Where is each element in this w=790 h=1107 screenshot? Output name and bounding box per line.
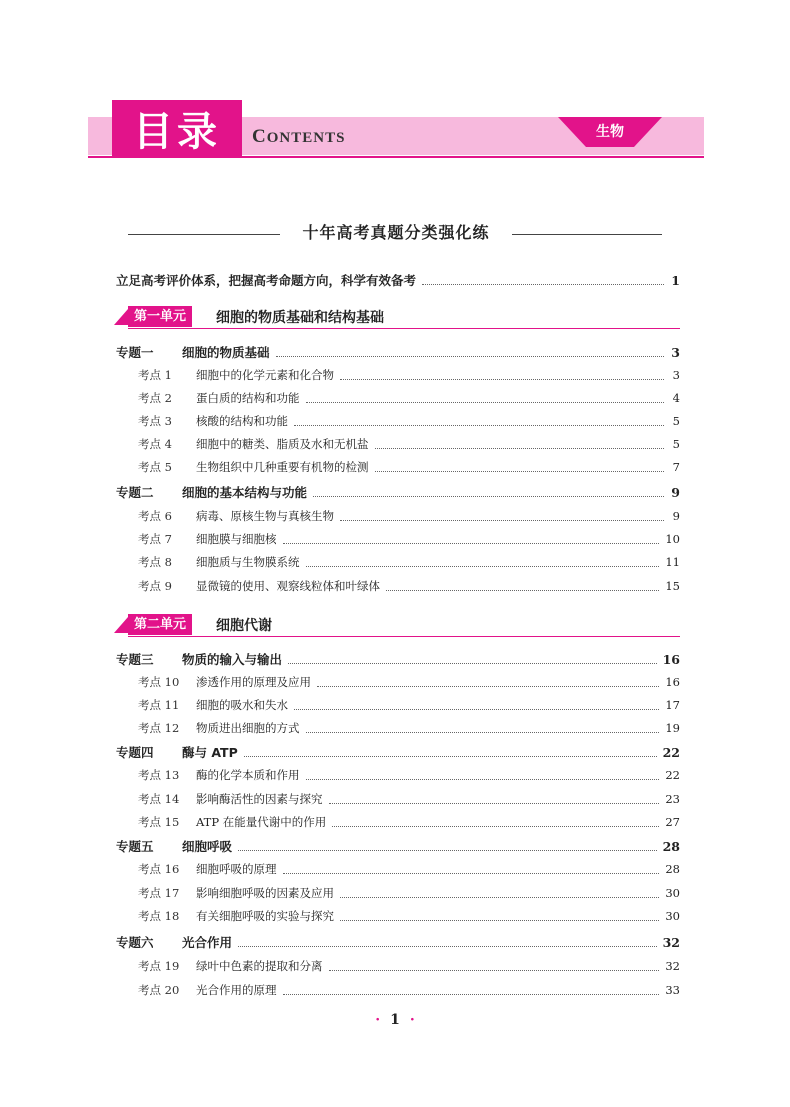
point-title: 光合作用的原理 xyxy=(196,983,277,997)
page-number: 4 xyxy=(672,391,680,405)
toc-point-row[interactable] xyxy=(138,980,680,1000)
toc-topic-row[interactable] xyxy=(116,836,680,856)
unit-title: 细胞代谢 xyxy=(216,618,272,634)
point-title: 细胞的吸水和失水 xyxy=(196,698,288,712)
point-number: 考点 17 xyxy=(138,886,180,900)
page-number: 3 xyxy=(671,344,680,360)
page-number: 30 xyxy=(665,909,680,923)
page-number: 28 xyxy=(665,862,680,876)
unit-arrow-icon xyxy=(114,617,128,633)
leader-dots xyxy=(283,864,660,874)
leader-dots xyxy=(340,888,659,898)
toc-point-row[interactable] xyxy=(138,812,680,832)
unit-arrow-icon xyxy=(114,309,128,325)
unit-title: 细胞的物质基础和结构基础 xyxy=(216,310,384,326)
toc-point-row[interactable] xyxy=(138,718,680,738)
leader-dots xyxy=(317,677,659,687)
point-title: 物质进出细胞的方式 xyxy=(196,721,300,735)
page-number: 32 xyxy=(665,959,680,973)
footer-dot-left: · xyxy=(375,1012,381,1028)
page-number: 9 xyxy=(672,509,680,523)
leader-dots xyxy=(306,723,660,733)
point-number: 考点 13 xyxy=(138,768,180,782)
point-title: 细胞中的糖类、脂质及水和无机盐 xyxy=(196,437,369,451)
point-title: 有关细胞呼吸的实验与探究 xyxy=(196,909,334,923)
toc-topic-row[interactable] xyxy=(116,342,680,362)
point-title: 显微镜的使用、观察线粒体和叶绿体 xyxy=(196,579,380,593)
toc-point-row[interactable] xyxy=(138,576,680,596)
point-number: 考点 10 xyxy=(138,675,180,689)
unit-badge: 第一单元 xyxy=(128,306,192,327)
topic-title: 细胞的基本结构与功能 xyxy=(182,485,308,500)
toc-point-row[interactable] xyxy=(138,765,680,785)
toc-point-row[interactable] xyxy=(138,388,680,408)
point-title: 细胞质与生物膜系统 xyxy=(196,555,300,569)
point-number: 考点 1 xyxy=(138,368,172,382)
point-number: 考点 12 xyxy=(138,721,180,735)
point-title: ATP 在能量代谢中的作用 xyxy=(196,815,327,829)
leader-dots xyxy=(238,937,657,947)
section-rule-left xyxy=(128,234,280,235)
leader-dots xyxy=(283,534,660,544)
topic-title: 光合作用 xyxy=(182,935,233,950)
point-number: 考点 19 xyxy=(138,959,180,973)
point-number: 考点 8 xyxy=(138,555,172,569)
point-number: 考点 4 xyxy=(138,437,172,451)
point-number: 考点 3 xyxy=(138,414,172,428)
topic-title: 细胞呼吸 xyxy=(182,839,233,854)
point-number: 考点 7 xyxy=(138,532,172,546)
point-title: 细胞中的化学元素和化合物 xyxy=(196,368,334,382)
leader-dots xyxy=(386,581,659,591)
point-number: 考点 20 xyxy=(138,983,180,997)
subject-label: 生物 xyxy=(596,124,624,140)
toc-intro-row[interactable] xyxy=(116,270,680,290)
footer-page-number: 1 xyxy=(390,1012,400,1028)
page-number: 23 xyxy=(665,792,680,806)
leader-dots xyxy=(375,439,665,449)
page-number: 16 xyxy=(662,651,680,667)
toc-intro-label: 立足高考评价体系，把握高考命题方向，科学有效备考 xyxy=(116,273,417,288)
point-number: 考点 11 xyxy=(138,698,180,712)
page-number: 17 xyxy=(665,698,680,712)
point-title: 细胞呼吸的原理 xyxy=(196,862,277,876)
leader-dots xyxy=(288,654,657,664)
leader-dots xyxy=(340,370,664,380)
page-number: 7 xyxy=(672,460,680,474)
leader-dots xyxy=(276,347,664,357)
point-title: 绿叶中色素的提取和分离 xyxy=(196,959,323,973)
page-number: 5 xyxy=(672,437,680,451)
toc-point-row[interactable] xyxy=(138,859,680,879)
point-number: 考点 15 xyxy=(138,815,180,829)
contents-initial: C xyxy=(252,126,267,147)
page-number: 11 xyxy=(665,555,680,569)
point-number: 考点 9 xyxy=(138,579,172,593)
leader-dots xyxy=(313,487,664,497)
toc-point-row[interactable] xyxy=(138,365,680,385)
page-number: 16 xyxy=(665,675,680,689)
leader-dots xyxy=(329,961,660,971)
unit-header xyxy=(114,304,680,330)
toc-point-row[interactable] xyxy=(138,906,680,926)
leader-dots xyxy=(283,985,660,995)
toc-topic-row[interactable] xyxy=(116,649,680,669)
leader-dots xyxy=(294,416,664,426)
toc-point-row[interactable] xyxy=(138,529,680,549)
toc-title: 目录 xyxy=(112,100,242,156)
point-title: 渗透作用的原理及应用 xyxy=(196,675,311,689)
leader-dots xyxy=(306,393,665,403)
point-title: 生物组织中几种重要有机物的检测 xyxy=(196,460,369,474)
point-title: 细胞膜与细胞核 xyxy=(196,532,277,546)
toc-point-row[interactable] xyxy=(138,956,680,976)
topic-title: 细胞的物质基础 xyxy=(182,345,270,360)
topic-title: 酶与 ATP xyxy=(182,745,238,760)
point-number: 考点 2 xyxy=(138,391,172,405)
unit-rule xyxy=(128,636,680,637)
toc-topic-row[interactable] xyxy=(116,932,680,952)
toc-point-row[interactable] xyxy=(138,552,680,572)
toc-point-row[interactable] xyxy=(138,789,680,809)
topic-number: 专题六 xyxy=(116,935,154,950)
contents-rest: ONTENTS xyxy=(266,130,346,146)
page-number: 33 xyxy=(665,983,680,997)
leader-dots xyxy=(306,557,660,567)
toc-topic-row[interactable] xyxy=(116,742,680,762)
toc-point-row[interactable] xyxy=(138,672,680,692)
page-number: 32 xyxy=(662,934,680,950)
section-rule-right xyxy=(512,234,662,235)
leader-dots xyxy=(294,700,659,710)
page-number: 19 xyxy=(665,721,680,735)
page-number: 3 xyxy=(672,368,680,382)
leader-dots xyxy=(329,794,660,804)
leader-dots xyxy=(244,747,657,757)
toc-point-row[interactable] xyxy=(138,434,680,454)
toc-point-row[interactable] xyxy=(138,695,680,715)
point-title: 核酸的结构和功能 xyxy=(196,414,288,428)
point-title: 酶的化学本质和作用 xyxy=(196,768,300,782)
toc-point-row[interactable] xyxy=(138,411,680,431)
page-number: 1 xyxy=(671,272,680,288)
leader-dots xyxy=(340,511,664,521)
point-title: 病毒、原核生物与真核生物 xyxy=(196,509,334,523)
leader-dots xyxy=(375,462,665,472)
contents-heading xyxy=(252,126,345,148)
section-title xyxy=(128,218,662,248)
page-number: 30 xyxy=(665,886,680,900)
point-number: 考点 6 xyxy=(138,509,172,523)
leader-dots xyxy=(340,911,659,921)
toc-topic-row[interactable] xyxy=(116,482,680,502)
section-title-text: 十年高考真题分类强化练 xyxy=(302,223,490,242)
topic-title: 物质的输入与输出 xyxy=(182,652,283,667)
topic-number: 专题一 xyxy=(116,345,154,360)
page-number: 27 xyxy=(665,815,680,829)
leader-dots xyxy=(238,841,657,851)
footer-dot-right: · xyxy=(409,1012,415,1028)
unit-header xyxy=(114,612,680,638)
point-title: 蛋白质的结构和功能 xyxy=(196,391,300,405)
toc-point-row[interactable] xyxy=(138,457,680,477)
page-number: 22 xyxy=(662,744,680,760)
topic-number: 专题三 xyxy=(116,652,154,667)
subject-tab xyxy=(558,117,662,147)
topic-number: 专题二 xyxy=(116,485,154,500)
topic-number: 专题五 xyxy=(116,839,154,854)
unit-rule xyxy=(128,328,680,329)
point-number: 考点 18 xyxy=(138,909,180,923)
point-number: 考点 16 xyxy=(138,862,180,876)
toc-point-row[interactable] xyxy=(138,506,680,526)
point-number: 考点 5 xyxy=(138,460,172,474)
leader-dots xyxy=(306,770,660,780)
topic-number: 专题四 xyxy=(116,745,154,760)
point-title: 影响酶活性的因素与探究 xyxy=(196,792,323,806)
page-number: 22 xyxy=(665,768,680,782)
leader-dots xyxy=(422,275,664,285)
leader-dots xyxy=(332,817,659,827)
point-number: 考点 14 xyxy=(138,792,180,806)
point-title: 影响细胞呼吸的因素及应用 xyxy=(196,886,334,900)
page-number: 5 xyxy=(672,414,680,428)
page-number: 15 xyxy=(665,579,680,593)
toc-point-row[interactable] xyxy=(138,883,680,903)
unit-badge: 第二单元 xyxy=(128,614,192,635)
page-number: 9 xyxy=(671,484,680,500)
page-footer xyxy=(0,1012,790,1028)
page-number: 28 xyxy=(662,838,680,854)
page-number: 10 xyxy=(665,532,680,546)
